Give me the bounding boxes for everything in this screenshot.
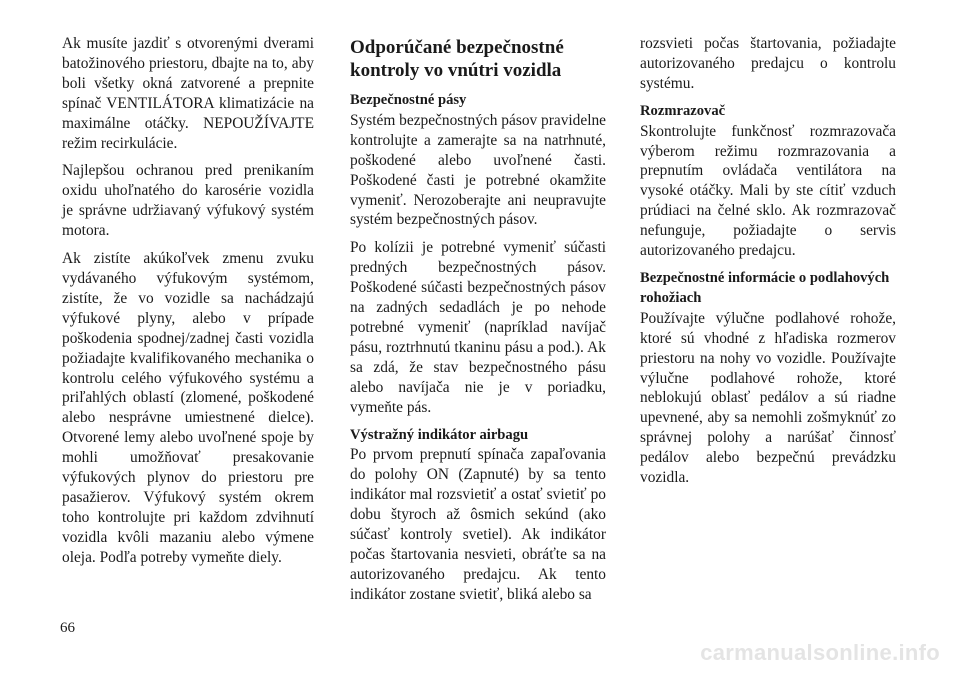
paragraph-defroster: Skontrolujte funkčnosť rozmrazovača výberom režimu rozmrazovania a prepnutím ovládača ventilátora na vysoké otáčky. Mali by ste cítiť vzduch prúdiaci na čelné sklo. Ak rozmrazovač nefunguje, požiadajte o servis autorizovaného predajcu. [640,122,896,260]
subheading-defroster: Rozmrazovač [640,102,726,119]
subheading-seatbelts: Bezpečnostné pásy [350,92,467,108]
column-right [640,34,896,496]
paragraph-exhaust-protection: Najlepšou ochranou pred prenikaním oxidu uhoľnatého do karosérie vozidla je správne udržiavaný výfukový systém motora. [62,162,314,240]
page-number: 66 [60,620,75,636]
section-title: Odporúčané bezpečnostné kontroly vo vnútri vozidla [350,37,564,81]
paragraph-floor-mats: Používajte výlučne podlahové rohože, ktoré sú vhodné z hľadiska rozmerov priestoru na nohy vo vozidle. Používajte výlučne podlahové rohože, ktoré neblokujú oblasť pedálov a sú riadne upevnené, aby sa nemohli zošmyknúť zo správnej polohy a narúšať činnosť pedálov alebo bezpečnú prevádzku vozidla. [640,309,896,487]
paragraph-airbag-continued: rozsvieti počas štartovania, požiadajte autorizovaného predajcu o kontrolu systému. [640,35,896,92]
paragraph-seatbelts-2: Po kolízii je potrebné vymeniť súčasti predných bezpečnostných pásov. Poškodené súčasti bezpečnostných pásov na zadných sedadlách je po nehode potrebné vymeniť (napríklad navíjač pásu, roztrhnutú tkaninu pásu a pod.). Ak sa zdá, že stav bezpečnostného pásu alebo navíjača nie je v poriadku, vymeňte pás. [350,239,606,416]
paragraph-seatbelts-1: Systém bezpečnostných pásov pravidelne kontrolujte a zamerajte sa na natrhnuté, poškodené alebo uvoľnené časti. Poškodené časti je potrebné okamžite vymeniť. Nerozoberajte ani neupravujte systém bezpečnostných pásov. [350,111,607,229]
column-left [62,34,314,576]
paragraph-exhaust-inspection: Ak zistíte akúkoľvek zmenu zvuku vydávaného výfukovým systémom, zistíte, že vo vozidle sa nachádzajú výfukové plyny, alebo v prípade poškodenia spodnej/zadnej časti vozidla požiadajte kvalifikovaného mechanika o kontrolu celého výfukového systému a priľahlých oblastí (zlomené, poškodené alebo nesprávne umiestnené dielce). Otvorené lemy alebo uvoľnené spoje by mohli umožňovať presakovanie výfukových plynov do priestoru pre pasažierov. Výfukový systém okrem toho kontrolujte pri každom zdvihnutí vozidla kvôli mazaniu alebo výmene oleja. Podľa potreby vymeňte diely. [62,250,314,566]
subheading-floor-mats: Bezpečnostné informácie o podlahových rohožiach [640,269,890,306]
watermark: carmanualsonline.info [700,640,940,665]
paragraph-airbag-1: Po prvom prepnutí spínača zapaľovania do polohy ON (Zapnuté) by sa tento indikátor mal rozsvietiť a ostať svietiť po dobu štyroch až ôsmich sekúnd (ako súčasť kontroly svetiel). Ak indikátor počas štartovania nesvieti, obráťte sa na autorizovaného predajcu. Ak tento indikátor zostane svietiť, bliká alebo sa [350,446,606,603]
paragraph-open-liftgate: Ak musíte jazdiť s otvorenými dverami batožinového priestoru, dbajte na to, aby boli všetky okná zatvorené a prepnite spínač VENTILÁTORA klimatizácie na maximálne otáčky. NEPOUŽÍVAJTE režim recirkulácie. [62,35,314,152]
subheading-airbag: Výstražný indikátor airbagu [350,426,529,443]
column-middle [350,36,606,613]
